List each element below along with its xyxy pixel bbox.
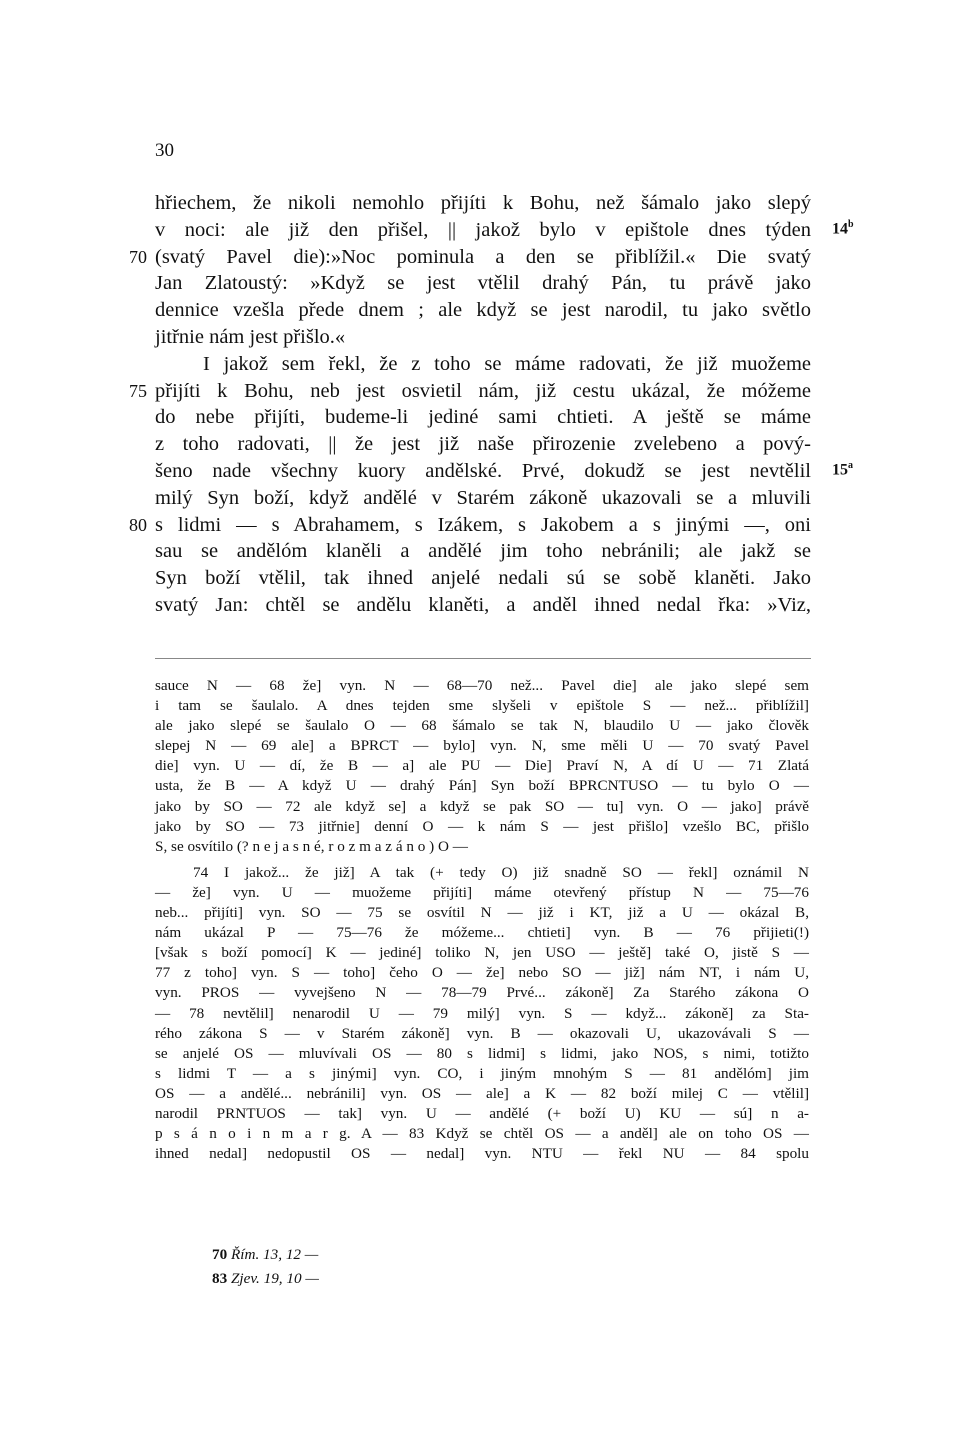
reference-line-number: 83 (212, 1270, 228, 1287)
text-line: Syn boží vtělil, tak ihned anjelé nedali sú se sobě klaněti. Jako (155, 567, 811, 590)
line-number: 75 (129, 381, 147, 401)
apparatus-line: vyn. PROS — vyvejšeno N — 78—79 Prvé... zákoně] Za Starého zákona O (155, 984, 809, 1002)
apparatus-line: 77 z toho] vyn. S — toho] čeho O — že] nebo SO — již] nám NT, i nám U, (155, 964, 809, 982)
text-line: přijíti k Bohu, neb jest osvietil nám, již cestu ukázal, že móžeme (155, 379, 811, 402)
apparatus-paragraph (155, 863, 809, 1164)
text-line: hřiechem, že nikoli nemohlo přijíti k Bohu, než šámalo jako slepý (155, 192, 811, 214)
line-number: 70 (129, 247, 147, 267)
text-line: z toho radovati, || že jest již naše přirozenie zvelebeno a pový- (155, 433, 811, 456)
text-line: Jan Zlatoustý: »Když se jest vtělil drahý Pán, tu právě jako (155, 272, 811, 295)
text-line: I jakož sem řekl, že z toho se máme radovati, že již muožeme (203, 352, 811, 375)
folio-side: a (848, 460, 853, 471)
apparatus-line: — že] vyn. U — muožeme přijíti] máme otevřený přístup N — 75—76 (155, 883, 809, 901)
text-line: šeno nade všechny kuory andělské. Prvé, dokudž se jest nevtělil (155, 459, 811, 482)
apparatus-line: jako by SO — 72 ale když se] a když se pak SO — tu] vyn. O — jako] právě (155, 797, 809, 815)
reference-line (155, 1267, 319, 1291)
apparatus-paragraph (155, 676, 809, 857)
reference-line (155, 1243, 319, 1267)
apparatus-line: i tam se šaulalo. A dnes tejden sme slyšeli v epištole S — než... přiblížil] (155, 697, 809, 715)
margin-note-folio-14b (832, 219, 854, 238)
text-line: v noci: ale již den přišel, || jakož bylo v epištole dnes týden (155, 218, 811, 241)
reference-citation: Řím. 13, 12 — (230, 1246, 319, 1263)
text-line: dennice vzešla přede dnem ; ale když se jest narodil, tu jako světlo (155, 299, 811, 322)
line-number: 80 (129, 515, 147, 535)
page-number: 30 (155, 140, 174, 161)
apparatus-line: ale jako slepé se šaulalo O — 68 šámalo se tak N, blaudilo U — jako člověk (155, 717, 809, 735)
apparatus-line: usta, že B — A když U — drahý Pán] Syn boží BPRCNTUSO — tu bylo O — (155, 777, 809, 795)
text-line: (svatý Pavel die):»Noc pominula a den se přiblížil.« Die svatý (155, 245, 811, 268)
apparatus-line: neb... přijíti] vyn. SO — 75 se osvítil N — již i KT, již a U — okázal B, (155, 904, 809, 922)
folio-number: 15 (832, 461, 848, 479)
apparatus-line: slepej N — 69 ale] a BPRCT — bylo] vyn. N, sme měli U — 70 svatý Pavel (155, 737, 809, 755)
apparatus-line: — 78 nevtělil] nenarodil U — 79 milý] vyn. S — když... zákoně] za Sta- (155, 1004, 809, 1022)
apparatus-line: OS — a andělé... nebránili] vyn. OS — ale] a K — 82 boží milej C — vtělil] (155, 1084, 809, 1102)
folio-side: b (848, 219, 854, 230)
folio-number: 14 (832, 220, 848, 238)
apparatus-line: sauce N — 68 že] vyn. N — 68—70 než... Pavel die] ale jako slepé sem (155, 677, 809, 694)
text-line: milý Syn boží, když andělé v Starém zákoně ukazovali se a mluvili (155, 486, 811, 509)
apparatus-line: s lidmi T — a s jinými] vyn. CO, i jiným mnohým S — 81 andělóm] jim (155, 1064, 809, 1082)
critical-apparatus (155, 676, 809, 1164)
reference-citation: Zjev. 19, 10 — (230, 1270, 319, 1287)
apparatus-line: 74 I jakož... že již] A tak (+ tedy O) již snadně SO — řekl] oznámil N (193, 863, 809, 881)
scripture-references (155, 1243, 319, 1291)
footnote-rule (155, 658, 811, 659)
apparatus-line: S, se osvítilo (? n e j a s n é, r o z m a z á n o ) O — (155, 837, 468, 855)
apparatus-line: [však s boží pomocí] K — jediné] toliko N, jen USO — ještě] také O, jistě S — (155, 944, 809, 962)
apparatus-line: rého zákona S — v Starém zákoně] vyn. B — okazovali U, ukazovávali S — (155, 1024, 809, 1042)
apparatus-line: se anjelé OS — mluvívali OS — 80 s lidmi] s lidmi, jako NOS, s nimi, totižto (155, 1044, 809, 1062)
apparatus-line: nám ukázal P — 75—76 že móžeme... chtieti] vyn. B — 76 přijieti(!) (155, 924, 809, 942)
apparatus-line: ihned nedal] nedopustil OS — nedal] vyn. NTU — řekl NU — 84 spolu (155, 1145, 809, 1163)
text-line: jitřnie nám jest přišlo.« (155, 325, 346, 348)
main-text (129, 190, 811, 619)
apparatus-line: p s á n o i n m a r g. A — 83 Když se chtěl OS — a anděl] ale on toho OS — (155, 1125, 809, 1143)
margin-note-folio-15a (832, 460, 853, 479)
text-line: svatý Jan: chtěl se andělu klaněti, a anděl ihned nedal řka: »Viz, (155, 593, 811, 616)
apparatus-line: die] vyn. U — dí, že B — a] ale PU — Die] Praví N, A dí U — 71 Zlatá (155, 757, 809, 775)
apparatus-line: narodil PRNTUOS — tak] vyn. U — andělé (+ boží U) KU — sú] n a- (155, 1104, 809, 1122)
text-line: s lidmi — s Abrahamem, s Izákem, s Jakobem a s jinými —, oni (155, 513, 811, 536)
apparatus-line: jako by SO — 73 jitřnie] denní O — k nám S — jest přišlo] vzešlo BC, přišlo (155, 817, 809, 835)
reference-line-number: 70 (212, 1246, 228, 1263)
text-line: do nebe přijíti, budeme-li jediné sami chtieti. A ještě se máme (155, 406, 811, 429)
text-line: sau se andělóm klaněli a andělé jim toho nebránili; ale jakž se (155, 540, 811, 563)
